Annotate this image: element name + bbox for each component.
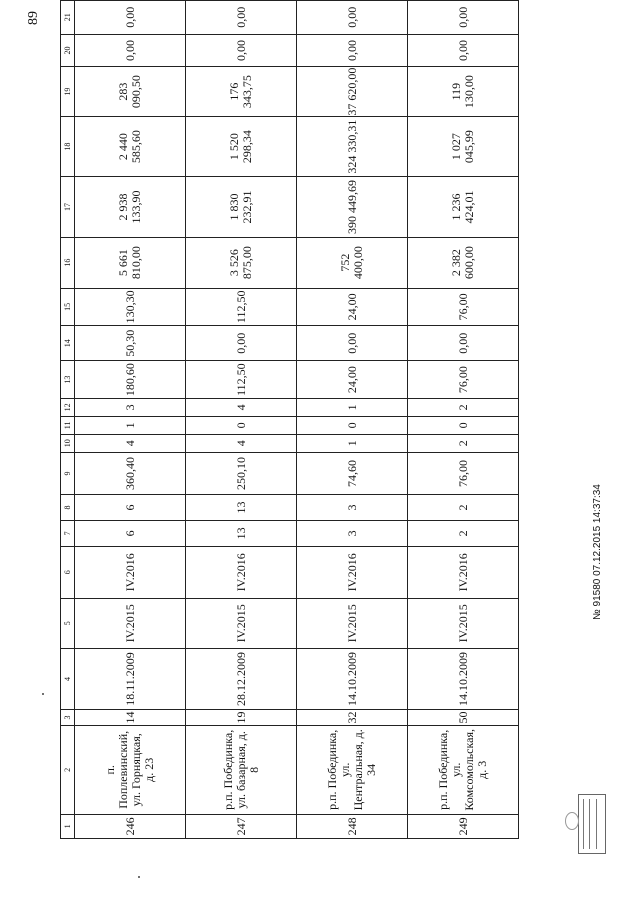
table-cell: 6	[75, 520, 186, 546]
table-cell: 76,00	[408, 452, 519, 494]
table-cell: 0	[297, 416, 408, 434]
table-cell: 14	[75, 710, 186, 726]
table-cell: 13	[186, 495, 297, 521]
table-cell: 3	[75, 398, 186, 416]
table-cell: 112,50	[186, 361, 297, 399]
table-cell: 0	[186, 416, 297, 434]
table-cell: 3	[297, 495, 408, 521]
table-cell: 5 661 810,00	[75, 237, 186, 288]
table-cell: 0,00	[75, 34, 186, 67]
table-cell: 74,60	[297, 452, 408, 494]
column-number: 4	[61, 649, 75, 710]
table-cell: 14.10.2009	[408, 649, 519, 710]
table-cell: 2 440 585,60	[75, 116, 186, 176]
table-cell: 0,00	[186, 1, 297, 35]
column-number: 10	[61, 434, 75, 452]
table-cell: 0,00	[408, 1, 519, 35]
table-cell: IV.2016	[297, 546, 408, 598]
table-cell: 4	[75, 434, 186, 452]
column-number: 19	[61, 67, 75, 117]
table-cell: 324 330,31	[297, 116, 408, 176]
column-number: 5	[61, 598, 75, 648]
page-number: 89	[26, 11, 41, 25]
address-cell: р.п. Побединка, ул. базарная, д. 8	[186, 726, 297, 815]
table-cell: 1	[297, 434, 408, 452]
table-cell: IV.2015	[297, 598, 408, 648]
column-number: 13	[61, 361, 75, 399]
table-cell: 3 526 875,00	[186, 237, 297, 288]
table-cell: 0,00	[408, 326, 519, 361]
column-number: 8	[61, 495, 75, 521]
table-cell: 390 449,69	[297, 177, 408, 237]
column-number: 17	[61, 177, 75, 237]
seal-icon	[578, 794, 606, 854]
table-cell: 37 620,00	[297, 67, 408, 117]
column-number: 6	[61, 546, 75, 598]
registration-stamp: № 91580 07.12.2015 14:37:34	[592, 484, 603, 620]
table-cell: 0,00	[297, 1, 408, 35]
column-number: 14	[61, 326, 75, 361]
address-cell: р.п. Побединка, ул. Комсомольская, д. 3	[408, 726, 519, 815]
table-cell: IV.2015	[408, 598, 519, 648]
table-cell: 4	[186, 398, 297, 416]
table-cell: 2	[408, 398, 519, 416]
table-cell: 1	[75, 416, 186, 434]
table-row	[75, 1, 186, 839]
table-cell: 76,00	[408, 288, 519, 326]
column-number: 2	[61, 726, 75, 815]
table-cell: 130,30	[75, 288, 186, 326]
table-cell: 360,40	[75, 452, 186, 494]
table-cell: IV.2016	[75, 546, 186, 598]
data-table	[60, 0, 519, 839]
table-cell: 0	[408, 416, 519, 434]
column-number: 16	[61, 237, 75, 288]
table-cell: 1 520 298,34	[186, 116, 297, 176]
table-cell: 752 400,00	[297, 237, 408, 288]
seal-logo-icon	[565, 812, 579, 830]
table-cell: 2 382 600,00	[408, 237, 519, 288]
table-cell: 0,00	[408, 34, 519, 67]
table-cell: 19	[186, 710, 297, 726]
table-cell: 119 130,00	[408, 67, 519, 117]
column-number: 15	[61, 288, 75, 326]
table-cell: IV.2016	[186, 546, 297, 598]
table-cell: 3	[297, 520, 408, 546]
table-cell: 247	[186, 814, 297, 838]
table-cell: 6	[75, 495, 186, 521]
column-number: 1	[61, 814, 75, 838]
table-cell: 4	[186, 434, 297, 452]
table-cell: 2	[408, 495, 519, 521]
table-cell: 2 938 133,90	[75, 177, 186, 237]
speck-mark	[138, 876, 140, 878]
table-cell: 14.10.2009	[297, 649, 408, 710]
column-number: 12	[61, 398, 75, 416]
table-row	[186, 1, 297, 839]
address-cell: р.п. Побединка, ул. Центральная, д. 34	[297, 726, 408, 815]
table-cell: 1 027 045,99	[408, 116, 519, 176]
table-cell: 76,00	[408, 361, 519, 399]
table-row	[408, 1, 519, 839]
table-cell: 0,00	[75, 1, 186, 35]
table-cell: 1	[297, 398, 408, 416]
table-cell: 32	[297, 710, 408, 726]
table-cell: IV.2015	[186, 598, 297, 648]
table-cell: 2	[408, 434, 519, 452]
table-cell: 0,00	[186, 326, 297, 361]
table-cell: IV.2016	[408, 546, 519, 598]
column-number: 18	[61, 116, 75, 176]
column-number: 9	[61, 452, 75, 494]
table-cell: 1 830 232,91	[186, 177, 297, 237]
table-cell: 246	[75, 814, 186, 838]
table-cell: 24,00	[297, 361, 408, 399]
table-cell: 180,60	[75, 361, 186, 399]
table-cell: 2	[408, 520, 519, 546]
address-cell: п. Поплевинский, ул. Горняцкая, д. 23	[75, 726, 186, 815]
table-cell: 13	[186, 520, 297, 546]
table-cell: 249	[408, 814, 519, 838]
table-cell: 50	[408, 710, 519, 726]
speck-mark	[42, 693, 44, 695]
table-row	[297, 1, 408, 839]
table-cell: 248	[297, 814, 408, 838]
table-cell: 250,10	[186, 452, 297, 494]
column-number-row	[61, 1, 75, 839]
table-cell: 176 343,75	[186, 67, 297, 117]
column-number: 3	[61, 710, 75, 726]
table-cell: 112,50	[186, 288, 297, 326]
table-cell: 0,00	[297, 34, 408, 67]
table-cell: 283 090,50	[75, 67, 186, 117]
table-cell: 1 236 424,01	[408, 177, 519, 237]
column-number: 20	[61, 34, 75, 67]
column-number: 7	[61, 520, 75, 546]
column-number: 11	[61, 416, 75, 434]
column-number: 21	[61, 1, 75, 35]
table-cell: 50,30	[75, 326, 186, 361]
table-cell: 0,00	[186, 34, 297, 67]
table-cell: IV.2015	[75, 598, 186, 648]
table-cell: 28.12.2009	[186, 649, 297, 710]
table-cell: 18.11.2009	[75, 649, 186, 710]
table-cell: 0,00	[297, 326, 408, 361]
table-cell: 24,00	[297, 288, 408, 326]
